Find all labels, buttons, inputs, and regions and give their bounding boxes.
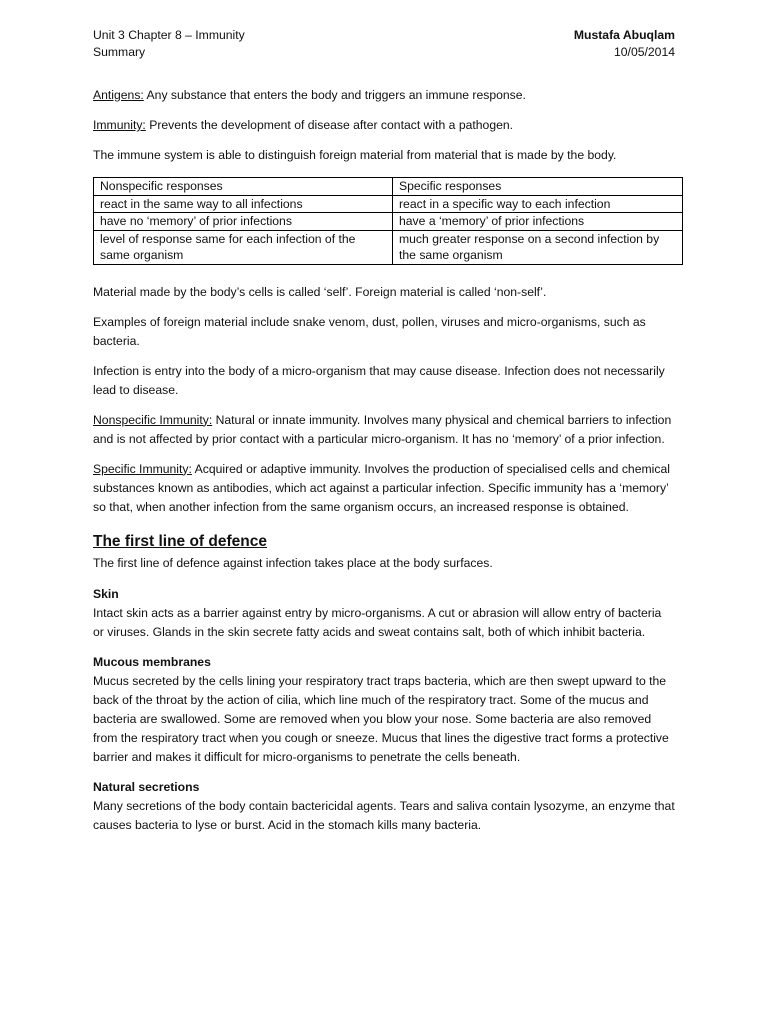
mucous-heading: Mucous membranes — [93, 654, 211, 669]
specific-immunity-paragraph — [93, 460, 675, 517]
mucous-section — [93, 653, 675, 767]
document-title: Unit 3 Chapter 8 – Immunity — [93, 28, 245, 42]
table-cell: have no ‘memory’ of prior infections — [94, 213, 393, 231]
document-body — [93, 86, 675, 846]
nonspecific-immunity-term: Nonspecific Immunity: — [93, 412, 213, 427]
immune-system-intro: The immune system is able to distinguish foreign material from material that is made by the body. — [93, 148, 617, 162]
header-right — [574, 27, 675, 61]
skin-text: Intact skin acts as a barrier against entry by micro-organisms. A cut or abrasion will allow entry of bacteria or viruses. Glands in the skin secrete fatty acids and sweat contains salt, both of which inhibit bacteria. — [93, 605, 662, 639]
table-header-specific: Specific responses — [393, 178, 683, 196]
antigens-text: Any substance that enters the body and triggers an immune response. — [143, 88, 526, 102]
table-cell: level of response same for each infection of the same organism — [94, 230, 393, 264]
table-cell: have a ‘memory’ of prior infections — [393, 213, 683, 231]
table-cell: much greater response on a second infection by the same organism — [393, 230, 683, 264]
secretions-heading: Natural secretions — [93, 779, 200, 794]
author-name: Mustafa Abuqlam — [573, 28, 675, 42]
specific-immunity-term: Specific Immunity: — [93, 461, 192, 476]
skin-section — [93, 585, 675, 642]
nonspecific-immunity-paragraph — [93, 411, 675, 449]
immunity-text: Prevents the development of disease after contact with a pathogen. — [145, 118, 514, 132]
immunity-term: Immunity: — [93, 118, 146, 132]
table-row — [94, 230, 683, 264]
table-cell: react in a specific way to each infection — [393, 195, 683, 213]
nonspecific-immunity-text: Natural or innate immunity. Involves many physical and chemical barriers to infection and is not affected by prior contact with a particular micro-organism. It has no ‘memory’ of a prior infection. — [93, 412, 672, 446]
first-line-heading: The first line of defence — [93, 532, 267, 550]
immunity-definition — [93, 116, 675, 135]
response-comparison-table — [93, 177, 683, 265]
mucous-text: Mucus secreted by the cells lining your respiratory tract traps bacteria, which are then swept upward to the back of the throat by the action of cilia, which line much of the respiratory tract. Some of the mucus and bacteria are swallowed. Some are removed when you blow your nose. Some bacteria are also removed from the respiratory tract when you cough or sneeze. Mucus that lines the digestive tract forms a protective barrier and makes it difficult for micro-organisms to penetrate the cells beneath. — [93, 673, 669, 764]
first-line-intro: The first line of defence against infection takes place at the body surfaces. — [93, 555, 493, 570]
table-header-row — [94, 178, 683, 196]
table-cell: react in the same way to all infections — [94, 195, 393, 213]
antigens-definition — [93, 86, 675, 105]
skin-heading: Skin — [93, 586, 119, 601]
table-row — [94, 213, 683, 231]
secretions-section — [93, 778, 675, 835]
examples-paragraph: Examples of foreign material include snake venom, dust, pollen, viruses and micro-organisms, such as bacteria. — [93, 314, 646, 348]
specific-immunity-text: Acquired or adaptive immunity. Involves the production of specialised cells and chemical substances known as antibodies, which act against a particular infection. Specific immunity has a ‘memory’ so that, when another infection from the same organism occurs, an increased response is obtained. — [93, 461, 670, 514]
page-header — [93, 27, 675, 63]
document-date: 10/05/2014 — [614, 45, 675, 59]
table-row — [94, 195, 683, 213]
document-subtitle: Summary — [93, 45, 146, 59]
header-left — [93, 27, 245, 61]
antigens-term: Antigens: — [93, 88, 144, 102]
infection-paragraph: Infection is entry into the body of a micro-organism that may cause disease. Infection does not necessarily lead to disease. — [93, 363, 665, 397]
self-paragraph: Material made by the body’s cells is called ‘self’. Foreign material is called ‘non-self’. — [93, 284, 547, 299]
table-header-nonspecific: Nonspecific responses — [94, 178, 393, 196]
secretions-text: Many secretions of the body contain bactericidal agents. Tears and saliva contain lysozyme, an enzyme that causes bacteria to lyse or burst. Acid in the stomach kills many bacteria. — [93, 798, 675, 832]
